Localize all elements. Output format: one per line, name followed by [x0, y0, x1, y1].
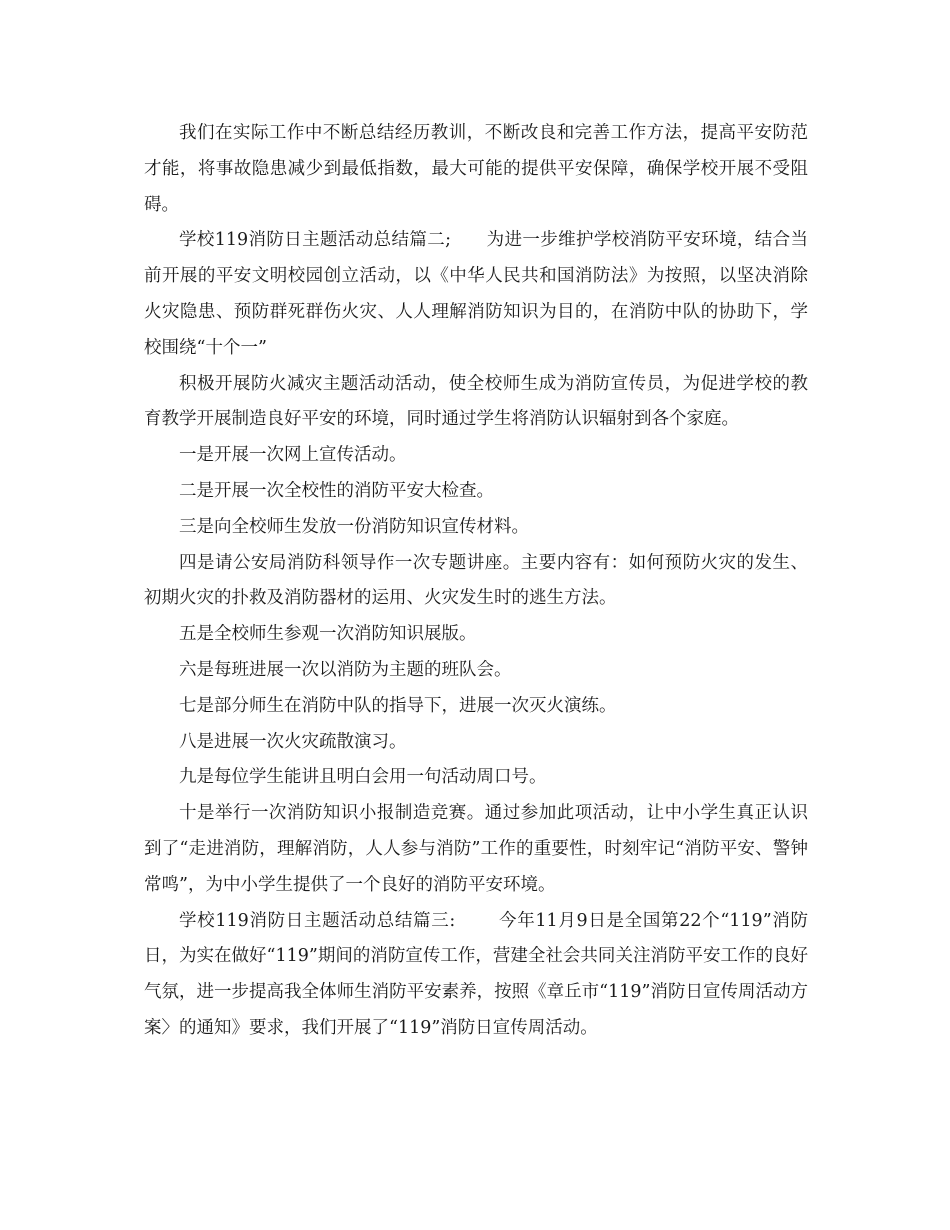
paragraph: 一是开展一次网上宣传活动。: [179, 445, 407, 466]
paragraph: 三是向全校师生发放一份消防知识宣传材料。: [179, 516, 529, 537]
paragraph: 五是全校师生参观一次消防知识展版。: [179, 624, 477, 645]
paragraph: 六是每班进展一次以消防为主题的班队会。: [179, 659, 512, 680]
paragraph: 积极开展防火减灾主题活动活动，使全校师生成为消防宣传员，为促进学校的教育教学开展制造良好平安的环境，同时通过学生将消防认识辐射到各个家庭。: [144, 373, 808, 430]
document-body: [144, 116, 808, 1047]
paragraph: 七是部分师生在消防中队的指导下，进展一次灭火演练。: [179, 695, 617, 716]
paragraph: 我们在实际工作中不断总结经历教训，不断改良和完善工作方法，提高平安防范才能，将事故隐患减少到最低指数，最大可能的提供平安保障，确保学校开展不受阻碍。: [144, 123, 808, 215]
paragraph: 十是举行一次消防知识小报制造竞赛。通过参加此项活动，让中小学生真正认识到了“走进消防，理解消防，人人参与消防”工作的重要性，时刻牢记“消防平安、警钟常鸣”，为中小学生提供了一个良好的消防平安环境。: [144, 803, 808, 895]
paragraph: 学校119消防日主题活动总结篇二; 为进一步维护学校消防平安环境，结合当前开展的平安文明校园创立活动，以《中华人民共和国消防法》为按照，以坚决消除火灾隐患、预防群死群伤火灾、人人理解消防知识为目的，在消防中队的协助下，学校围绕“十个一”: [144, 230, 808, 358]
paragraph: 八是进展一次火灾疏散演习。: [179, 731, 407, 752]
paragraph: 二是开展一次全校性的消防平安大检查。: [179, 480, 494, 501]
paragraph: 学校119消防日主题活动总结篇三: 今年11月9日是全国第22个“119”消防日，为实在做好“119”期间的消防宣传工作，营建全社会共同关注消防平安工作的良好气氛，进一步提高我全体师生消防平安素养，按照《章丘市“119”消防日宣传周活动方案〉的通知》要求，我们开展了“119”消防日宣传周活动。: [144, 910, 808, 1038]
paragraph: 四是请公安局消防科领导作一次专题讲座。主要内容有：如何预防火灾的发生、初期火灾的扑救及消防器材的运用、火灾发生时的逃生方法。: [144, 552, 808, 609]
paragraph: 九是每位学生能讲且明白会用一句活动周口号。: [179, 767, 547, 788]
